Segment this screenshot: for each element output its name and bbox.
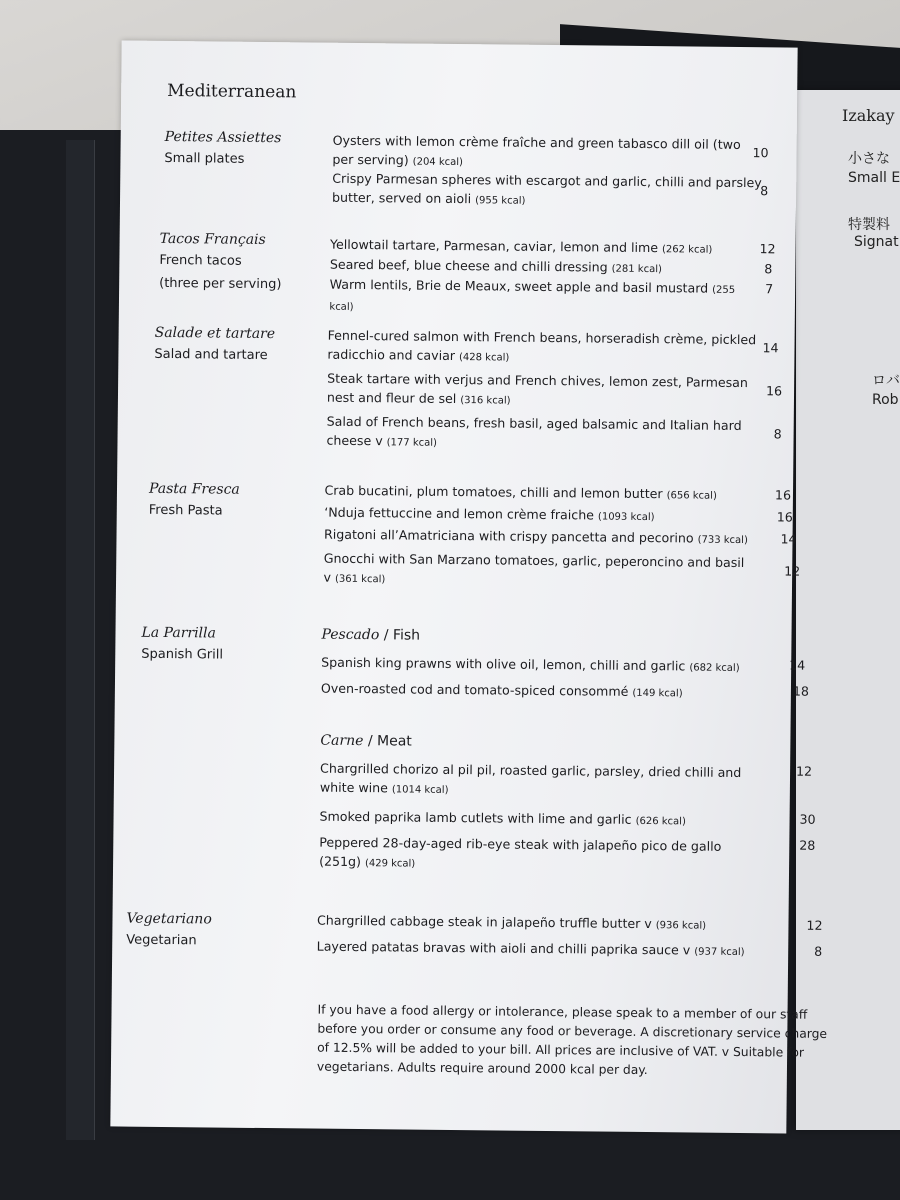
item-kcal: (1093 kcal) (597, 511, 655, 524)
right-page-jp-1: 小さな (848, 151, 890, 167)
subsection-title (321, 627, 420, 644)
item-kcal: (255 kcal) (329, 284, 736, 313)
section-title-english: Salad and tartare (154, 346, 268, 364)
right-page-title: Izakay (842, 106, 895, 125)
section-title-english: Fresh Pasta (148, 502, 223, 519)
item-name: Yellowtail tartare, Parmesan, caviar, lemon and lime (330, 236, 663, 256)
item-price: 8 (760, 183, 769, 199)
menu-item (327, 369, 757, 414)
item-name: Steak tartare with verjus and French chives, lemon zest, Parmesan nest and fleur de sel (326, 370, 749, 407)
item-name: Layered patatas bravas with aioli and chilli paprika sauce v (316, 938, 695, 958)
item-name: Fennel-cured salmon with French beans, horseradish crème, pickled radicchio and caviar (327, 327, 757, 364)
menu-item (324, 503, 754, 529)
item-name: Seared beef, blue cheese and chilli dressing (329, 256, 612, 275)
menu-item (319, 807, 749, 833)
item-kcal: (177 kcal) (386, 437, 437, 449)
item-price: 8 (814, 943, 823, 959)
item-name: Crispy Parmesan spheres with escargot and garlic, chilli and parsley butter, served on aioli (331, 170, 762, 207)
section-title-italic: Petites Assiettes (164, 128, 282, 147)
item-name: Peppered 28-day-aged rib-eye steak with jalapeño pico de gallo (251g) (319, 834, 722, 870)
subsection-english: / Fish (379, 627, 421, 644)
item-name: Warm lentils, Brie de Meaux, sweet apple and basil mustard (329, 276, 713, 296)
menu-item (324, 481, 754, 507)
right-page-en-1: Small E (848, 170, 900, 186)
page-title: Mediterranean (167, 80, 297, 103)
item-kcal: (656 kcal) (666, 490, 717, 502)
right-page-jp-2: 特製料 (848, 217, 890, 233)
item-price: 8 (773, 426, 782, 442)
menu-item (321, 679, 751, 705)
menu-item (324, 525, 754, 551)
subsection-italic: Carne (320, 732, 364, 750)
item-price: 10 (752, 145, 769, 161)
menu-item (327, 326, 757, 371)
item-price: 12 (796, 763, 813, 779)
item-kcal: (955 kcal) (475, 195, 526, 207)
item-kcal: (429 kcal) (364, 858, 416, 870)
item-name: Spanish king prawns with olive oil, lemon, chilli and garlic (321, 654, 690, 674)
item-price: 30 (799, 811, 816, 827)
item-price: 8 (764, 261, 773, 277)
item-name: Chargrilled cabbage steak in jalapeño truffle butter v (316, 912, 656, 932)
item-kcal: (937 kcal) (694, 946, 745, 959)
menu-item (321, 653, 751, 679)
subsection-title (320, 733, 412, 750)
item-name: Rigatoni all’Amatriciana with crispy pancetta and pecorino (323, 526, 698, 546)
right-page-jp-3: ロバ (872, 373, 900, 389)
item-kcal: (316 kcal) (460, 395, 511, 407)
section-title-english: (three per serving) (159, 275, 282, 293)
menu-item (317, 937, 747, 963)
item-kcal: (204 kcal) (412, 156, 464, 169)
section-title-italic: Salade et tartare (154, 324, 276, 343)
item-kcal: (149 kcal) (632, 687, 683, 700)
item-price: 28 (799, 837, 816, 853)
item-kcal: (733 kcal) (697, 534, 748, 547)
item-price: 16 (774, 487, 792, 503)
item-name: Smoked paprika lamb cutlets with lime and garlic (319, 808, 636, 827)
item-price: 16 (765, 383, 783, 399)
item-price: 14 (762, 340, 779, 356)
item-price: 12 (759, 241, 776, 257)
item-name: Crab bucatini, plum tomatoes, chilli and lemon butter (324, 482, 667, 502)
menu-item (332, 169, 762, 214)
item-price: 12 (806, 917, 823, 933)
item-name: Oven-roasted cod and tomato-spiced consommé (320, 680, 633, 699)
item-price: 16 (776, 509, 793, 525)
right-menu-page (796, 90, 900, 1130)
item-name: Salad of French beans, fresh basil, aged balsamic and Italian hard cheese v (326, 413, 742, 449)
right-page-en-2: Signat (854, 234, 899, 250)
item-name: Oysters with lemon crème fraîche and green tabasco dill oil (two per serving) (332, 132, 741, 168)
item-name: Gnocchi with San Marzano tomatoes, garlic, peperoncino and basil v (323, 550, 745, 585)
section-title-english: Vegetarian (126, 932, 197, 949)
menu-item (319, 833, 749, 878)
item-kcal: (626 kcal) (635, 815, 686, 828)
item-name: Chargrilled chorizo al pil pil, roasted garlic, parsley, dried chilli and white wine (319, 760, 742, 796)
item-name: ‘Nduja fettuccine and lemon crème fraiche (324, 504, 599, 523)
section-title-italic: Pasta Fresca (148, 480, 240, 498)
right-page-en-3: Rob (872, 392, 899, 408)
menu-item (317, 911, 747, 937)
binder-spine (66, 140, 95, 1140)
section-title-english: Small plates (164, 150, 245, 167)
item-kcal: (281 kcal) (611, 263, 662, 276)
allergy-footnote: If you have a food allergy or intolerance, please speak to a member of our staff before you order or consume any food or beverage. A discretionary service charge of 12.5% will be added to your bill. All prices are inclusive of VAT. v Suitable for vegetarians. Adults require around 2000 kcal per day. (316, 1002, 828, 1078)
item-price: 14 (780, 531, 797, 547)
menu-item (329, 275, 759, 322)
section-title-english: Spanish Grill (141, 646, 224, 663)
section-title-italic: Vegetariano (126, 910, 212, 928)
menu-page (110, 40, 828, 1133)
item-kcal: (936 kcal) (655, 920, 707, 932)
section-title-english: French tacos (159, 252, 242, 269)
item-kcal: (361 kcal) (334, 573, 386, 586)
subsection-english: / Meat (363, 733, 412, 750)
subsection-italic: Pescado (321, 626, 380, 644)
menu-item (323, 549, 753, 594)
item-kcal: (682 kcal) (689, 662, 740, 674)
item-price: 12 (784, 563, 801, 579)
item-kcal: (262 kcal) (661, 244, 713, 256)
item-kcal: (1014 kcal) (391, 784, 449, 796)
item-kcal: (428 kcal) (458, 352, 510, 364)
item-price: 7 (765, 281, 774, 297)
menu-item (326, 412, 756, 457)
section-title-italic: La Parrilla (141, 624, 216, 642)
item-price: 14 (789, 657, 806, 673)
section-title-italic: Tacos Français (159, 230, 266, 249)
menu-item (320, 759, 750, 804)
item-price: 18 (792, 683, 810, 699)
